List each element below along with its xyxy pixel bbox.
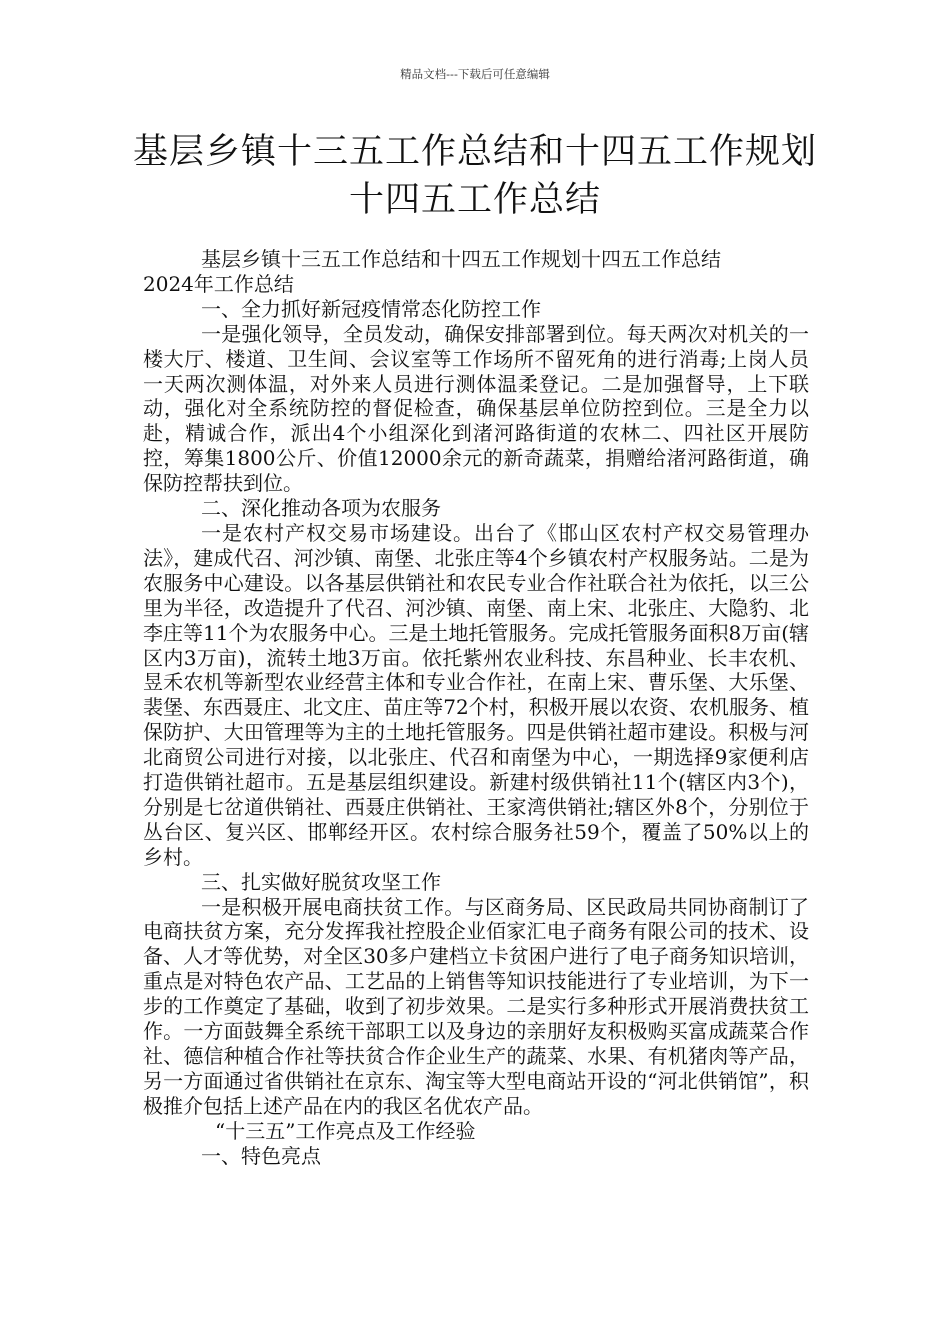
paragraph-epidemic: 一是强化领导，全员发动，确保安排部署到位。每天两次对机关的一楼大厅、楼道、卫生间、会议室等工作场所不留死角的进行消毒;上岗人员一天两次测体温，对外来人员进行测体温柔登记。二是加强督导，上下联动，强化对全系统防控的督促检查，确保基层单位防控到位。三是全力以赴，精诚合作，派出4个小组深化到渚河路街道的农林二、四社区开展防控，筹集1800公斤、价值12000余元的新奇蔬菜，捐赠给渚河路街道，确保防控帮扶到位。 (143, 321, 809, 496)
paragraph-year-summary: 2024年工作总结 (143, 271, 294, 296)
section-heading-1: 一、全力抓好新冠疫情常态化防控工作 (201, 296, 541, 321)
section-heading-features: 一、特色亮点 (201, 1143, 321, 1168)
paragraph-farm-services: 一是农村产权交易市场建设。出台了《邯山区农村产权交易管理办法》，建成代召、河沙镇、南堡、北张庄等4个乡镇农村产权服务站。二是为农服务中心建设。以各基层供销社和农民专业合作社联合社为依托，以三公里为半径，改造提升了代召、河沙镇、南堡、南上宋、北张庄、大隐豹、北李庄等11个为农服务中心。三是土地托管服务。完成托管服务面积8万亩(辖区内3万亩)，流转土地3万亩。依托紫州农业科技、东昌种业、长丰农机、昱禾农机等新型农业经营主体和专业合作社，在南上宋、曹乐堡、大乐堡、裴堡、东西聂庄、北文庄、苗庄等72个村，积极开展以农资、农机服务、植保防护、大田管理等为主的土地托管服务。四是供销社超市建设。积极与河北商贸公司进行对接，以北张庄、代召和南堡为中心，一期选择9家便利店打造供销社超市。五是基层组织建设。新建村级供销社11个(辖区内3个)，分别是七岔道供销社、西聂庄供销社、王家湾供销社;辖区外8个，分别位于丛台区、复兴区、邯郸经开区。农村综合服务社59个，覆盖了50%以上的乡村。 (143, 520, 809, 869)
document-title: 基层乡镇十三五工作总结和十四五工作规划十四五工作总结 (132, 132, 817, 220)
document-body (143, 247, 809, 1169)
paragraph-poverty: 一是积极开展电商扶贫工作。与区商务局、区民政局共同协商制订了电商扶贫方案，充分发挥我社控股企业佰家汇电子商务有限公司的技术、设备、人才等优势，对全区30多户建档立卡贫困户进行了电子商务知识培训，重点是对特色农产品、工艺品的上销售等知识技能进行了专业培训，为下一步的工作奠定了基础，收到了初步效果。二是实行多种形式开展消费扶贫工作。一方面鼓舞全系统干部职工以及身边的亲朋好友积极购买富成蔬菜合作社、德信种植合作社等扶贫合作企业生产的蔬菜、水果、有机猪肉等产品，另一方面通过省供销社在京东、淘宝等大型电商站开设的“河北供销馆”，积极推介包括上述产品在内的我区名优农产品。 (143, 894, 809, 1118)
section-heading-highlights: “十三五”工作亮点及工作经验 (215, 1118, 476, 1143)
section-heading-2: 二、深化推动各项为农服务 (201, 496, 441, 521)
paragraph-subtitle: 基层乡镇十三五工作总结和十四五工作规划十四五工作总结 (201, 247, 721, 271)
header-note: 精品文档---下载后可任意编辑 (400, 67, 550, 81)
section-heading-3: 三、扎实做好脱贫攻坚工作 (201, 869, 441, 894)
